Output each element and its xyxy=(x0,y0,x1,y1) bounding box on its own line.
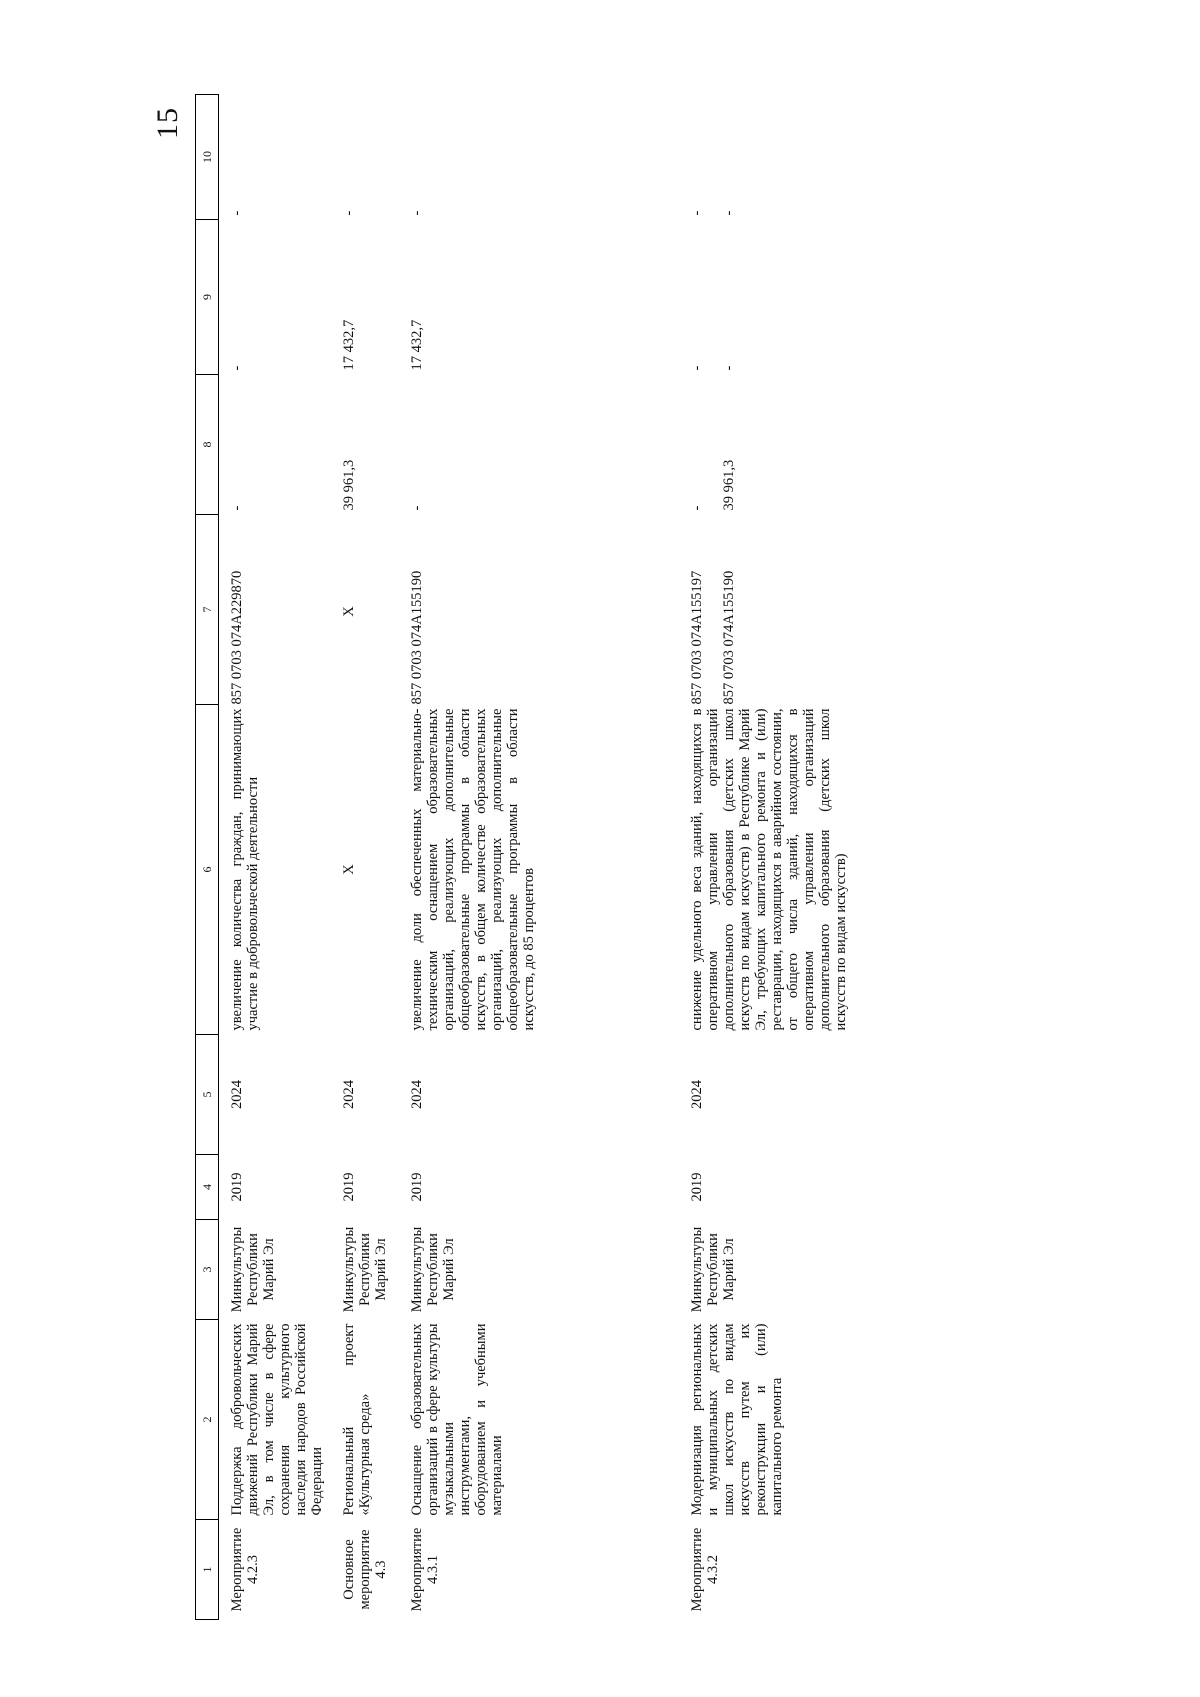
amount-col-10: - xyxy=(229,210,245,216)
budget-code: 857 0703 074A155190 xyxy=(409,570,425,705)
activity-name: Оснащение образовательных организаций в сфере культуры музыкальными инструментами, оборудованием и учебными материалами xyxy=(409,1323,505,1516)
responsible-executor: Минкультуры Республики Марий Эл xyxy=(409,1226,457,1313)
start-year: 2019 xyxy=(409,1172,425,1202)
start-year: 2019 xyxy=(229,1172,245,1202)
line-gap xyxy=(705,379,721,511)
activity-id: Основное мероприятие 4.3 xyxy=(341,1529,389,1610)
amount-col-10: - xyxy=(689,210,705,216)
start-year: 2019 xyxy=(689,1172,705,1202)
column-header: 6 xyxy=(196,705,219,1035)
amount-col-10: - xyxy=(721,210,737,216)
column-header: 10 xyxy=(196,95,219,220)
line-gap xyxy=(705,224,721,371)
page-number: 15 xyxy=(151,107,184,139)
amount-col-8: 39 961,3 xyxy=(721,459,737,511)
column-header: 8 xyxy=(196,375,219,515)
activity-name: Поддержка добровольческих движений Республики Марий Эл, в том числе в сфере сохранения культурного наследия народов Российской Федерации xyxy=(229,1323,325,1516)
amount-col-8: - xyxy=(689,505,705,511)
amount-col-8: - xyxy=(409,505,425,511)
amount-col-8: - xyxy=(229,505,245,511)
expected-result: увеличение доли обеспеченных материально-техническим оснащением образовательных организаций, реализующих дополнительные общеобразовательные программы в области искусств, в общем количестве образовательных организаций, реализующих дополнительные общеобразовательные программы в области искусств, до 85 процентов xyxy=(409,708,537,1031)
amount-col-10: - xyxy=(409,210,425,216)
table-row xyxy=(219,95,332,1620)
amount-col-9: - xyxy=(229,365,245,371)
line-gap xyxy=(705,519,721,705)
column-header: 5 xyxy=(196,1035,219,1155)
expected-result: увеличение количества граждан, принимающих участие в добровольческой деятельности xyxy=(229,708,261,1031)
start-year: 2019 xyxy=(341,1172,357,1202)
end-year: 2024 xyxy=(689,1080,705,1109)
activity-name: Региональный проект «Культурная среда» xyxy=(341,1323,373,1516)
table-row xyxy=(679,95,1025,1620)
table-row xyxy=(331,95,399,1620)
activity-id: Мероприятие 4.2.3 xyxy=(229,1527,261,1612)
end-year: 2024 xyxy=(341,1080,357,1109)
budget-code: 857 0703 074A229870 xyxy=(229,570,245,705)
column-header: 9 xyxy=(196,220,219,375)
line-gap xyxy=(705,99,721,216)
column-header: 1 xyxy=(196,1520,219,1620)
end-year: 2024 xyxy=(229,1080,245,1109)
amount-col-9: 17 432,7 xyxy=(341,319,357,371)
activity-id: Мероприятие 4.3.1 xyxy=(409,1527,441,1612)
program-activities-table xyxy=(195,94,1025,1620)
activity-id: Мероприятие 4.3.2 xyxy=(689,1527,721,1612)
responsible-executor: Минкультуры Республики Марий Эл xyxy=(689,1226,737,1313)
column-header: 3 xyxy=(196,1220,219,1320)
column-header: 7 xyxy=(196,515,219,705)
budget-code: X xyxy=(341,606,357,617)
activity-name: Модернизация региональных и муниципальных детских школ искусств по видам искусств путем их реконструкции и (или) капитального ремонта xyxy=(689,1323,785,1516)
column-header: 2 xyxy=(196,1320,219,1520)
budget-code: 857 0703 074A155190 xyxy=(721,570,737,705)
expected-result: снижение удельного веса зданий, находящихся в оперативном управлении организаций дополнительного образования (детских школ искусств по видам искусств) в Республике Марий Эл, требующих капитального ремонта и (или) реставрации, находящихся в аварийном состоянии, от общего числа зданий, находящихся в оперативном управлении организаций дополнительного образования (детских школ искусств по видам искусств) xyxy=(689,708,849,1031)
amount-col-9: 17 432,7 xyxy=(409,319,425,371)
column-header: 4 xyxy=(196,1155,219,1220)
amount-col-10: - xyxy=(341,210,357,216)
amount-col-9: - xyxy=(721,365,737,371)
responsible-executor: Минкультуры Республики Марий Эл xyxy=(229,1226,277,1313)
end-year: 2024 xyxy=(409,1080,425,1109)
rotated-table-container xyxy=(195,95,1160,1620)
amount-col-8: 39 961,3 xyxy=(341,459,357,511)
amount-col-8-cell xyxy=(679,375,1025,515)
budget-code: 857 0703 074A155197 xyxy=(689,570,705,705)
amount-col-9: - xyxy=(689,365,705,371)
responsible-executor: Минкультуры Республики Марий Эл xyxy=(341,1226,389,1313)
amount-col-10-cell xyxy=(679,95,1025,220)
budget-code-cell xyxy=(679,515,1025,705)
table-row xyxy=(399,95,679,1620)
expected-result: X xyxy=(341,864,357,875)
amount-col-9-cell xyxy=(679,220,1025,375)
column-number-row xyxy=(196,95,219,1620)
